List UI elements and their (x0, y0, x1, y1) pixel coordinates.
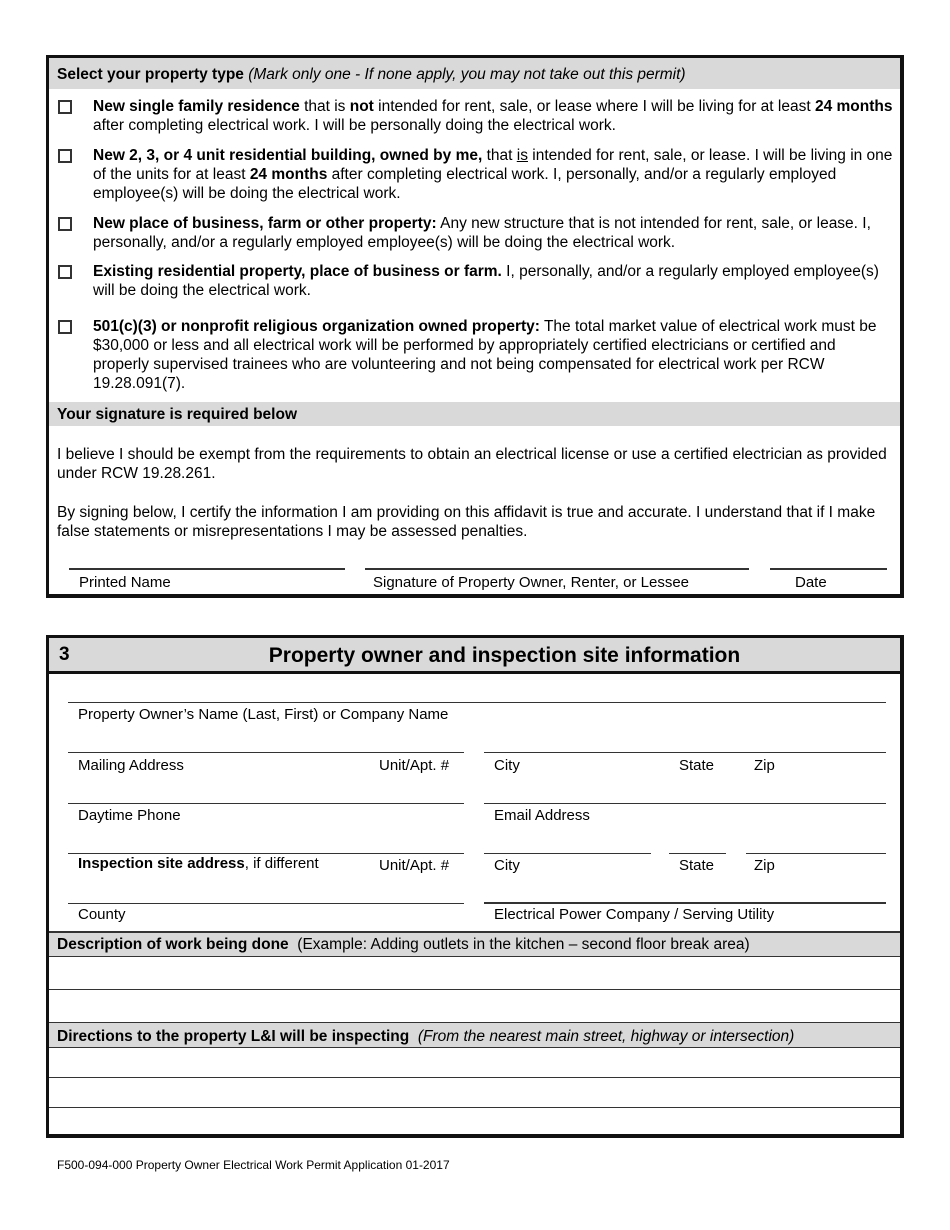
signature-header-label: Your signature is required below (57, 406, 298, 423)
option-text-part: The total market value of electrical work must be $30,000 or less and all electrical work will be performed by appropriately certified electricians or certified and properly supervised trainees who are volunteering and not being compensated for electrical work per RCW 19.28.091(7). (93, 318, 877, 392)
site-address-note: , if different (244, 855, 319, 872)
option-text-part: intended for rent, sale, or lease where I will be living for at least (373, 98, 815, 115)
option-text-part: after completing electrical work. I will be personally doing the electrical work. (93, 117, 616, 134)
option-text-part: 501(c)(3) or nonprofit religious organization owned property: (93, 318, 540, 335)
directions-note: (From the nearest main street, highway or intersection) (417, 1028, 795, 1045)
option-text-part: after completing electrical work. I, personally, and/or a regularly employed employee(s) will be doing the electrical work. (93, 166, 837, 202)
email-field[interactable] (484, 803, 886, 804)
checkbox-new-business[interactable] (58, 217, 72, 231)
description-line-1[interactable] (49, 957, 900, 990)
checkbox-new-multi-unit[interactable] (58, 149, 72, 163)
exemption-statement: I believe I should be exempt from the requirements to obtain an electrical license or use a certified electrician as provided under RCW 19.28.261. (57, 446, 887, 482)
option-text (93, 97, 893, 135)
property-owner-section (46, 635, 904, 1138)
owner-name-field[interactable] (68, 702, 886, 703)
option-text-part: New single family residence (93, 98, 300, 115)
site-zip-label: Zip (754, 857, 775, 874)
site-city-field[interactable] (484, 853, 651, 854)
county-label: County (78, 906, 126, 923)
directions-label: Directions to the property L&I will be inspecting (57, 1028, 410, 1045)
option-text (93, 146, 893, 203)
zip-label: Zip (754, 757, 775, 774)
option-text-part: New place of business, farm or other property: (93, 215, 437, 232)
checkbox-existing-property[interactable] (58, 265, 72, 279)
signature-field[interactable] (365, 568, 749, 570)
date-field[interactable] (770, 568, 887, 570)
description-line-2[interactable] (49, 990, 900, 1023)
form-footer: F500-094-000 Property Owner Electrical Work Permit Application 01-2017 (57, 1158, 450, 1172)
mailing-address-label: Mailing Address (78, 757, 184, 774)
option-text-part: intended for rent, sale, or lease. I will be living in one of the units for at least (93, 147, 893, 183)
option-text-part: Any new structure that is not intended for rent, sale, or lease. I, personally, and/or a regularly employed employee(s) will be doing the electrical work. (93, 215, 871, 251)
site-city-label: City (494, 857, 520, 874)
option-text (93, 262, 893, 300)
option-text-part: that is (299, 98, 350, 115)
site-state-label: State (679, 857, 715, 874)
option-text (93, 214, 893, 252)
checkbox-nonprofit[interactable] (58, 320, 72, 334)
city-field[interactable] (484, 752, 886, 753)
email-label: Email Address (494, 807, 590, 824)
printed-name-label: Printed Name (79, 574, 171, 591)
option-text-part: is (516, 147, 528, 164)
section-header: Select your property type (57, 66, 244, 83)
section-header-note: (Mark only one - If none apply, you may not take out this permit) (248, 66, 686, 83)
property-type-section (46, 55, 904, 598)
date-label: Date (795, 574, 827, 591)
printed-name-field[interactable] (69, 568, 345, 570)
site-address-field[interactable] (68, 853, 464, 854)
utility-label: Electrical Power Company / Serving Utility (494, 906, 775, 923)
site-unit-apt-label: Unit/Apt. # (379, 857, 450, 874)
option-text-part: that (482, 147, 517, 164)
directions-line-2[interactable] (49, 1078, 900, 1107)
daytime-phone-field[interactable] (68, 803, 464, 804)
directions-line-3[interactable] (49, 1108, 900, 1134)
county-field[interactable] (68, 903, 464, 904)
description-example: (Example: Adding outlets in the kitchen – second floor break area) (297, 936, 750, 953)
option-text (93, 317, 893, 393)
certification-statement: By signing below, I certify the information I am providing on this affidavit is true and accurate. I understand that if I make false statements or misrepresentations I may be assessed penalties. (57, 504, 876, 540)
state-label: State (679, 757, 715, 774)
section-title: Property owner and inspection site information (268, 644, 741, 667)
option-text-part: Existing residential property, place of business or farm. (93, 263, 502, 280)
site-zip-field[interactable] (746, 853, 886, 854)
utility-field[interactable] (484, 902, 886, 904)
description-label: Description of work being done (57, 936, 289, 953)
owner-name-label: Property Owner’s Name (Last, First) or Company Name (78, 706, 449, 723)
option-text-part: 24 months (249, 166, 328, 183)
option-text-part: I, personally, and/or a regularly employed employee(s) will be doing the electrical work. (93, 263, 879, 299)
signature-label: Signature of Property Owner, Renter, or Lessee (373, 574, 690, 591)
directions-line-1[interactable] (49, 1048, 900, 1077)
site-address-label: Inspection site address (78, 855, 245, 872)
section-number: 3 (59, 644, 70, 665)
city-label: City (494, 757, 520, 774)
option-text-part: 24 months (814, 98, 893, 115)
unit-apt-label: Unit/Apt. # (379, 757, 450, 774)
mailing-address-field[interactable] (68, 752, 464, 753)
checkbox-new-single-family[interactable] (58, 100, 72, 114)
option-text-part: New 2, 3, or 4 unit residential building, owned by me, (93, 147, 483, 164)
daytime-phone-label: Daytime Phone (78, 807, 181, 824)
option-text-part: not (349, 98, 374, 115)
site-state-field[interactable] (669, 853, 726, 854)
